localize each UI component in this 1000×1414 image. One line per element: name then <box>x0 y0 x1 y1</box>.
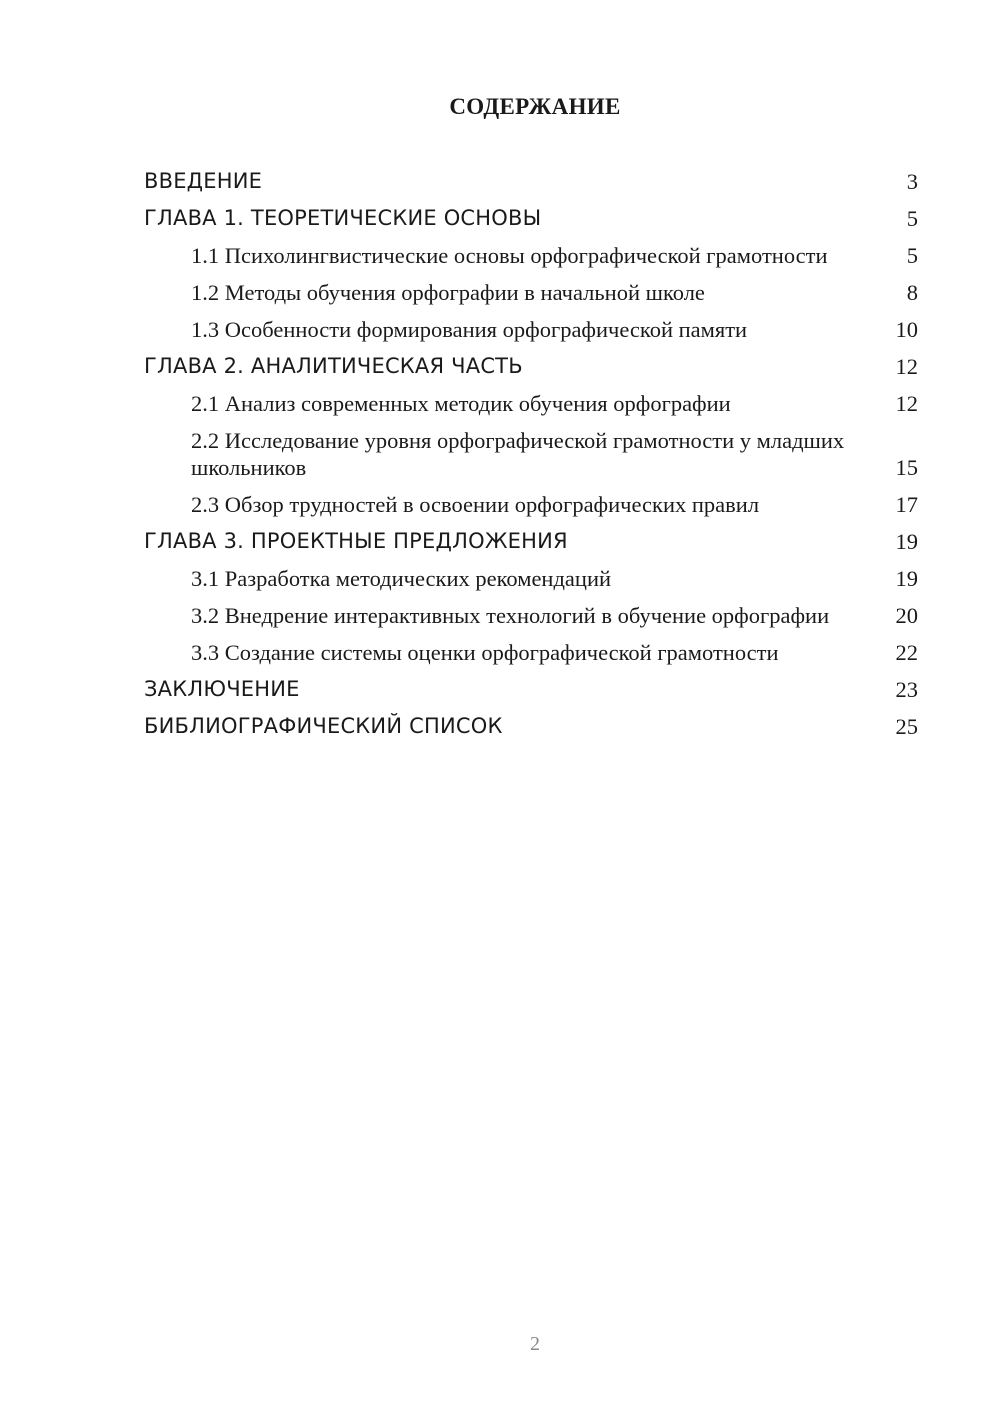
toc-entry-section-1-2[interactable] <box>144 279 918 306</box>
toc-entry-text: 2.1 Анализ современных методик обучения орфографии <box>191 391 731 416</box>
toc-entry-conclusion[interactable] <box>144 676 918 703</box>
toc-entry-page: 3 <box>906 169 918 194</box>
toc-entry-introduction[interactable] <box>144 168 918 195</box>
toc-entry-page: 25 <box>895 714 918 739</box>
toc-entry-page: 19 <box>895 529 918 554</box>
toc-entry-section-3-3[interactable] <box>144 639 918 666</box>
toc-entry-text: ГЛАВА 2. АНАЛИТИЧЕСКАЯ ЧАСТЬ <box>144 354 523 378</box>
toc-entry-chapter-2[interactable] <box>144 353 918 380</box>
page-title: СОДЕРЖАНИЕ <box>449 94 621 119</box>
toc-entry-page: 10 <box>895 317 918 342</box>
toc-entry-text: ВВЕДЕНИЕ <box>144 169 263 193</box>
toc-entry-page: 5 <box>906 243 918 268</box>
toc-entry-section-2-2[interactable] <box>144 427 918 481</box>
toc-entry-page: 22 <box>895 640 918 665</box>
toc-entry-text: 1.1 Психолингвистические основы орфографической грамотности <box>191 243 828 268</box>
toc-entry-section-1-1[interactable] <box>144 242 918 269</box>
toc-entry-section-2-1[interactable] <box>144 390 918 417</box>
table-of-contents <box>144 168 918 750</box>
toc-entry-text: 3.3 Создание системы оценки орфографической грамотности <box>191 640 779 665</box>
toc-entry-page: 23 <box>895 677 918 702</box>
toc-entry-page: 12 <box>895 354 918 379</box>
toc-entry-section-1-3[interactable] <box>144 316 918 343</box>
toc-entry-text: 2.3 Обзор трудностей в освоении орфографических правил <box>191 492 760 517</box>
toc-entry-section-3-1[interactable] <box>144 565 918 592</box>
toc-entry-page: 15 <box>895 455 918 480</box>
toc-entry-page: 12 <box>895 391 918 416</box>
toc-entry-text: БИБЛИОГРАФИЧЕСКИЙ СПИСОК <box>144 714 503 738</box>
toc-entry-page: 17 <box>895 492 918 517</box>
toc-entry-text: ГЛАВА 3. ПРОЕКТНЫЕ ПРЕДЛОЖЕНИЯ <box>144 529 568 553</box>
toc-entry-chapter-1[interactable] <box>144 205 918 232</box>
toc-entry-text: 3.1 Разработка методических рекомендаций <box>191 566 612 591</box>
toc-entry-text: ГЛАВА 1. ТЕОРЕТИЧЕСКИЕ ОСНОВЫ <box>144 206 542 230</box>
toc-entry-text: 1.3 Особенности формирования орфографической памяти <box>191 317 748 342</box>
toc-entry-text: 2.2 Исследование уровня орфографической грамотности у младших школьников <box>191 428 845 480</box>
toc-entry-text: 3.2 Внедрение интерактивных технологий в обучение орфографии <box>191 603 830 628</box>
toc-entry-section-2-3[interactable] <box>144 491 918 518</box>
toc-entry-page: 5 <box>906 206 918 231</box>
toc-entry-page: 20 <box>895 603 918 628</box>
toc-entry-page: 8 <box>906 280 918 305</box>
toc-entry-chapter-3[interactable] <box>144 528 918 555</box>
toc-entry-section-3-2[interactable] <box>144 602 918 629</box>
toc-entry-page: 19 <box>895 566 918 591</box>
page-number: 2 <box>530 1333 540 1355</box>
toc-entry-text: 1.2 Методы обучения орфографии в начальной школе <box>191 280 705 305</box>
toc-entry-bibliography[interactable] <box>144 713 918 740</box>
toc-entry-text: ЗАКЛЮЧЕНИЕ <box>144 677 300 701</box>
